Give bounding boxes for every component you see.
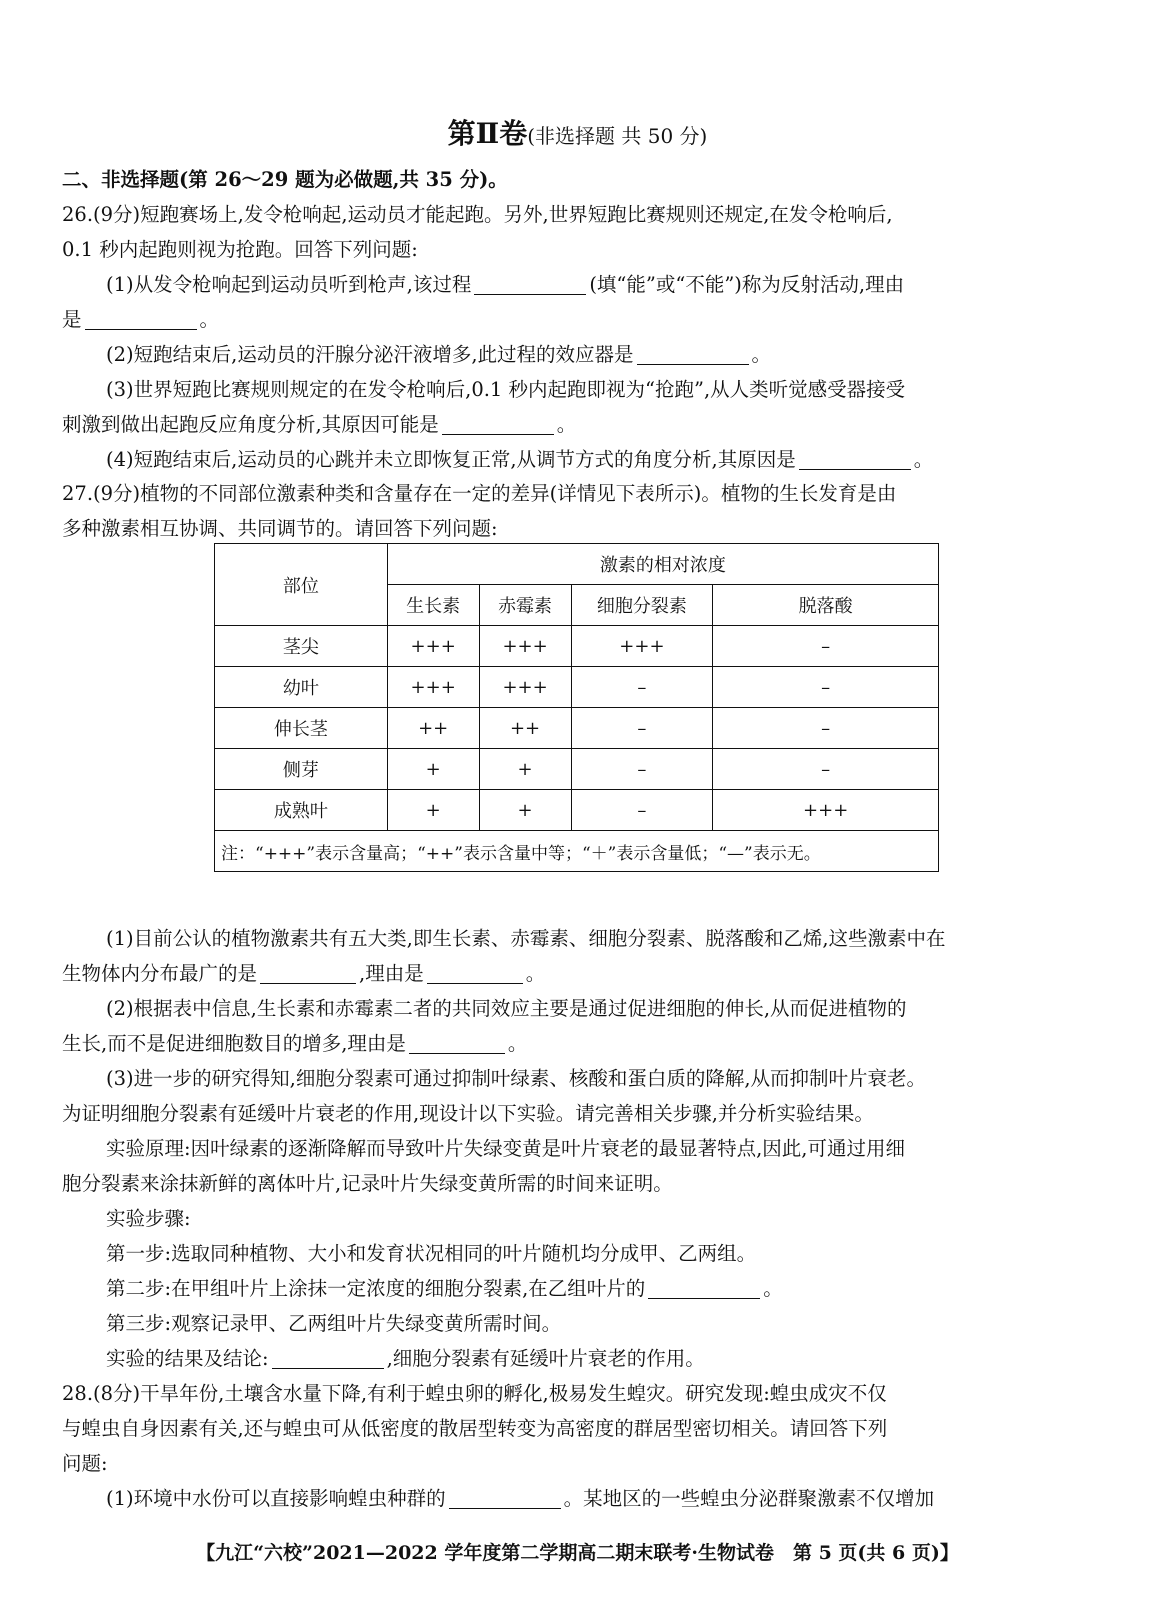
q27-result-text-a: 实验的结果及结论: [106,1347,269,1370]
table-cell: +++ [479,626,571,667]
q28-stem-line3: 问题: [62,1452,108,1475]
q26-part3-text-c: 。 [556,413,577,436]
table-header-col: 生长素 [387,585,479,626]
table-cell: – [571,708,713,749]
q27-part3-line1: (3)进一步的研究得知,细胞分裂素可通过抑制叶绿素、核酸和蛋白质的降解,从而抑制叶片衰老。 [106,1067,927,1090]
q27-principle-line2: 胞分裂素来涂抹新鲜的离体叶片,记录叶片失绿变黄所需的时间来证明。 [62,1172,673,1195]
answer-blank[interactable] [648,1278,760,1299]
q27-step2-text-a: 第二步:在甲组叶片上涂抹一定浓度的细胞分裂素,在乙组叶片的 [106,1277,646,1300]
table-cell: +++ [571,626,713,667]
table-cell-part: 幼叶 [215,667,388,708]
q27-part2-line1: (2)根据表中信息,生长素和赤霉素二者的共同效应主要是通过促进细胞的伸长,从而促进植物的 [106,997,907,1020]
q26-part1-text-c: 是 [62,308,82,331]
table-cell: + [387,790,479,831]
q26-part3-text-b: 刺激到做出起跑反应角度分析,其原因可能是 [62,413,439,436]
answer-blank[interactable] [260,963,356,984]
table-cell: + [387,749,479,790]
answer-blank[interactable] [427,963,523,984]
table-cell-part: 伸长茎 [215,708,388,749]
table-cell: – [713,626,939,667]
answer-blank[interactable] [449,1488,561,1509]
q27-part2-text-b: 生长,而不是促进细胞数目的增多,理由是 [62,1032,406,1055]
table-row [215,708,939,749]
q26-part4-text-b: 。 [913,448,934,471]
q28-part1-text-a: (1)环境中水份可以直接影响蝗虫种群的 [106,1487,446,1510]
q27-part2-text-c: 。 [507,1032,528,1055]
q26-part2-text-a: (2)短跑结束后,运动员的汗腺分泌汗液增多,此过程的效应器是 [106,343,634,366]
q27-part1-text-b: 生物体内分布最广的是 [62,962,258,985]
table-header-col: 脱落酸 [713,585,939,626]
q27-step3: 第三步:观察记录甲、乙两组叶片失绿变黄所需时间。 [106,1312,562,1335]
q27-part1-text-c: ,理由是 [359,962,424,985]
q27-result [106,1346,1082,1372]
q28-part1 [106,1486,1082,1512]
paper-title-sub: (非选择题 共 50 分) [527,124,708,148]
table-cell: + [479,790,571,831]
q26-part1-line2 [62,307,1082,333]
q27-stem-line2: 多种激素相互协调、共同调节的。请回答下列问题: [62,517,498,540]
q27-part3-line2: 为证明细胞分裂素有延缓叶片衰老的作用,现设计以下实验。请完善相关步骤,并分析实验结果。 [62,1102,874,1125]
table-cell: – [713,708,939,749]
table-cell: – [571,749,713,790]
table-cell: – [571,790,713,831]
q26-part4-text-a: (4)短跑结束后,运动员的心跳并未立即恢复正常,从调节方式的角度分析,其原因是 [106,448,796,471]
table-cell: +++ [713,790,939,831]
q27-step2 [106,1276,1082,1302]
table-row [215,667,939,708]
answer-blank[interactable] [442,414,554,435]
table-cell: – [571,667,713,708]
q26-part4 [106,447,1082,473]
q27-steps-heading: 实验步骤: [106,1207,191,1230]
table-cell: – [713,749,939,790]
q27-part1-line2 [62,961,1082,987]
table-cell-part: 成熟叶 [215,790,388,831]
table-cell: +++ [387,667,479,708]
q27-step1: 第一步:选取同种植物、大小和发育状况相同的叶片随机均分成甲、乙两组。 [106,1242,757,1265]
q26-stem-line1: 26.(9分)短跑赛场上,发令枪响起,运动员才能起跑。另外,世界短跑比赛规则还规定,在发令枪响后, [62,203,893,226]
q27-principle-line1: 实验原理:因叶绿素的逐渐降解而导致叶片失绿变黄是叶片衰老的最显著特点,因此,可通过用细 [106,1137,905,1160]
answer-blank[interactable] [637,344,749,365]
q27-part1-text-d: 。 [525,962,546,985]
q28-stem-line2: 与蝗虫自身因素有关,还与蝗虫可从低密度的散居型转变为高密度的群居型密切相关。请回答下列 [62,1417,888,1440]
table-cell: +++ [387,626,479,667]
q26-part1-text-d: 。 [199,308,220,331]
answer-blank[interactable] [272,1348,384,1369]
q26-part2-text-b: 。 [751,343,772,366]
page-footer: 【九江“六校”2021—2022 学年度第二学期高二期末联考·生物试卷 第 5 页(共 6 页)】 [196,1542,959,1564]
q26-part3-line2 [62,412,1082,438]
table-cell: +++ [479,667,571,708]
table-cell-part: 侧芽 [215,749,388,790]
hormone-table [214,543,939,872]
q27-part1-line1: (1)目前公认的植物激素共有五大类,即生长素、赤霉素、细胞分裂素、脱落酸和乙烯,这些激素中在 [106,927,946,950]
table-note: 注：“+++”表示含量高；“++”表示含量中等；“＋”表示含量低；“—”表示无。 [215,831,939,872]
table-header-part: 部位 [215,544,388,626]
table-row [215,626,939,667]
paper-title [0,112,1155,152]
table-header-col: 赤霉素 [479,585,571,626]
q26-part1-line1 [106,272,1082,298]
table-cell: ++ [479,708,571,749]
answer-blank[interactable] [409,1033,505,1054]
answer-blank[interactable] [85,309,197,330]
q26-part1-text-a: (1)从发令枪响起到运动员听到枪声,该过程 [106,273,472,296]
q28-stem-line1: 28.(8分)干旱年份,土壤含水量下降,有利于蝗虫卵的孵化,极易发生蝗灾。研究发现:蝗虫成灾不仅 [62,1382,887,1405]
answer-blank[interactable] [799,449,911,470]
table-row [215,790,939,831]
q26-stem-line2: 0.1 秒内起跑则视为抢跑。回答下列问题: [62,238,418,261]
paper-title-main: 第Ⅱ卷 [447,117,528,150]
section-heading: 二、非选择题(第 26～29 题为必做题,共 35 分)。 [62,168,508,191]
q26-part2 [106,342,1082,368]
q28-part1-text-b: 。某地区的一些蝗虫分泌群聚激素不仅增加 [563,1487,935,1510]
table-header-group: 激素的相对浓度 [387,544,938,585]
table-cell: – [713,667,939,708]
q27-stem-line1: 27.(9分)植物的不同部位激素种类和含量存在一定的差异(详情见下表所示)。植物的生长发育是由 [62,482,897,505]
table-cell: ++ [387,708,479,749]
q27-step2-text-b: 。 [763,1277,783,1300]
q27-result-text-b: ,细胞分裂素有延缓叶片衰老的作用。 [386,1347,705,1370]
table-header-col: 细胞分裂素 [571,585,713,626]
table-cell: + [479,749,571,790]
table-row [215,749,939,790]
table-cell-part: 茎尖 [215,626,388,667]
q27-part2-line2 [62,1031,1082,1057]
answer-blank[interactable] [474,274,586,295]
q26-part1-text-b: (填“能”或“不能”)称为反射活动,理由 [589,273,905,296]
q26-part3-line1: (3)世界短跑比赛规则规定的在发令枪响后,0.1 秒内起跑即视为“抢跑”,从人类听觉感受器接受 [106,378,906,401]
